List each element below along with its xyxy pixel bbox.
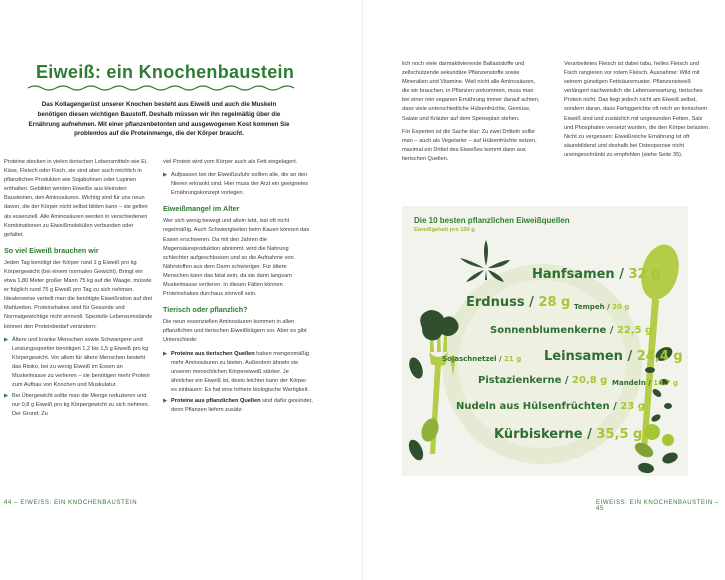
bullet-triangle-icon: ▶	[4, 393, 9, 400]
paragraph: Proteine stecken in vielen tierischen Lebensmitteln wie Ei, Käse, Fleisch oder Fisch, sie sind aber auch reichlich in pflanzlichen Produkten wie Sojabohnen oder Lupinen enthalten. Gebildet werden Eiweiße aus kleinsten Bausteinen, den Aminosäuren. Wichtig sind für uns neun davon, die der Körper nicht selbst bilden kann – sie gelten als essenziell. Alle Aminosäuren werden in verschiedenen Kombinationen zu Eiweißmolekülen verbunden oder gefaltet.	[4, 159, 148, 238]
paragraph: lich noch viele darmaktivierende Ballaststoffe und zellschützende sekundäre Pflanzenstoffe sowie Mineralien und Vitamine. Weil nicht alle Aminosäuren, die wir brauchen, in Pflanzen vorkommen, muss man bei einer rein veganen Ernährung immer darauf achten, dass viele unterschiedliche Hülsenfrüchte, Gemüse, Salate und Kräuter auf dem Speiseplan stehen.	[402, 61, 540, 122]
bullet-item: ▶ Proteine aus tierischen Quellen haben mengenmäßig mehr Aminosäuren zu bieten. Außerdem ähneln sie unseren menschlichen Körpereiweiß stärker. Je ähnlicher ein Eiweiß ist, desto leichter kann der Körper es einbauen: Es hat eine höhere biologische Wertigkeit.	[163, 350, 310, 393]
food-item-kuerbiskerne: Kürbiskerne / 35,5 g	[494, 427, 643, 442]
bullet-triangle-icon: ▶	[163, 397, 168, 404]
paragraph: Jeden Tag benötigt der Körper rund 1 g Eiweiß pro kg Körpergewicht (bei einem normalen Gewicht). Bringt ein etwa 1,80 Meter großer Mann 75 kg auf die Waage, müsste er folglich rund 75 g Eiweiß pro Tag zu sich nehmen. Idealerweise verteilt man die benötigte Eiweißration auf drei Mahlzeiten. Proteinshakes sind für Gesunde und Normalgewichtige nicht sinnvoll. Spezielle Lebensumstände können den Proteinbedarf verändern:	[4, 259, 153, 330]
paragraph: viel Protein wird vom Körper auch als Fett eingelagert.	[163, 159, 298, 165]
page-footer-right: EIWEISS: EIN KNOCHENBAUSTEIN – 45	[596, 500, 720, 512]
bullet-item: ▶ Ältere und kranke Menschen sowie Schwangere und Leistungssportler benötigen 1,2 bis 1,5 g Eiweiß pro kg Körpergewicht. Vor allem für ältere Menschen besteht das Risiko, bei zu wenig Eiweiß im Essen an Muskelmasse zu verlieren – sie benötigen mehr Protein zum Aufbau von Knochen und Muskulatur.	[4, 336, 150, 389]
right-column-1	[402, 60, 540, 168]
bullet-item: ▶ Proteine aus pflanzlichen Quellen sind dafür gesünder, denn Pflanzen liefern zusätz-	[163, 397, 313, 414]
food-item-mandeln: Mandeln / 18,7 g	[612, 379, 678, 387]
section-heading: So viel Eiweiß brauchen wir	[4, 245, 99, 255]
food-item-leinsamen: Leinsamen / 24,4 g	[544, 349, 683, 364]
paragraph: Die neun essenziellen Aminosäuren kommen in allen pflanzlichen und tierischen Eiweißträgern vor. Aber es gibt Unterschiede:	[163, 319, 307, 344]
bullet-triangle-icon: ▶	[163, 172, 168, 179]
page-title: Eiweiß: ein Knochenbaustein	[36, 62, 295, 82]
seed-icon	[651, 387, 663, 398]
right-column-2	[564, 60, 710, 164]
left-column-1	[4, 158, 154, 421]
seed-icon	[650, 413, 662, 423]
food-item-sojaschnetzel: Sojaschnetzel / 21 g	[442, 355, 522, 363]
intro-paragraph: Das Kollagengerüst unserer Knochen besteht aus Eiweiß und auch die Muskeln benötigen diesen wichtigen Baustoff. Deshalb müssen wir ihn regelmäßig über die Ernährung aufnehmen. Mit einer pflanzenbetonten und ausgewogenen Kost kommen Sie problemlos auf die Proteinmenge, die der Körper braucht.	[28, 101, 290, 138]
page-gutter	[362, 0, 363, 580]
paragraph: Wer sich wenig bewegt und allein lebt, isst oft nicht regelmäßig. Auch Schwierigkeiten beim Kauen können das Essen erschweren. Da mit den Jahren die Magensäureproduktion abnimmt, wird die Nahrung schlechter aufgeschlossen und so die Aufnahme von Nährstoffen aus dem Darm schwieriger. Für ältere Menschen kann das fatal sein, da sie dann langsam Muskelmasse verlieren. In diesen Fällen können Proteinshakes durchaus sinnvoll sein.	[163, 218, 310, 298]
infobox-title: Die 10 besten pflanzlichen Eiweißquellen	[414, 216, 570, 225]
pistachio-icon	[418, 416, 441, 444]
pea-icon	[644, 424, 660, 440]
bullet-item: ▶ Aufpassen bei der Eiweißzufuhr sollten alle, die an den Nieren erkrankt sind. Hier muss der Arzt ein geeignetes Ernährungskonzept vorlegen.	[163, 172, 309, 197]
left-column-2	[163, 158, 313, 417]
food-item-nudeln-aus-huelsenfruechten: Nudeln aus Hülsenfrüchten / 23 g	[456, 401, 645, 412]
bean-icon	[661, 451, 679, 466]
section-heading: Tierisch oder pflanzlich?	[163, 305, 248, 315]
food-item-tempeh: Tempeh / 20 g	[574, 303, 630, 311]
infobox-subtitle: Eiweißgehalt pro 100 g	[414, 227, 475, 233]
pumpkin-seed-icon	[406, 437, 426, 462]
food-item-pistazienkerne: Pistazienkerne / 20,8 g	[478, 375, 608, 386]
title-underline-squiggle	[28, 84, 298, 92]
bullet-triangle-icon: ▶	[163, 350, 168, 357]
food-item-erdnuss: Erdnuss / 28 g	[466, 295, 571, 310]
seed-icon	[664, 403, 672, 409]
bullet-item: ▶ Bei Übergewicht sollte man die Menge reduzieren und nur 0,8 g Eiweiß pro kg Körpergewicht zu sich nehmen. Der Grund: Zu	[4, 393, 150, 418]
protein-sources-infobox	[402, 206, 688, 476]
almond-icon	[407, 356, 426, 381]
food-item-hanfsamen: Hanfsamen / 32 g	[532, 267, 661, 282]
paragraph: Verarbeitetes Fleisch ist dabei tabu, helles Fleisch und Fisch rangieren vor rotem Fleisch. Ausnahme: Wild mit seinem günstigen Fettsäuremuster. Pflanzeneiweiß verlängert nachweislich die Lebenserwartung, tierisches Protein nicht. Das liegt jedoch nicht am Eiweiß selbst, sondern daran, dass Fertiggerichte oft reich an tierischem Eiweiß sind und zusätzlich mit ungesunden Fetten, Salz und Phosphaten versetzt wurden, die den Körper belasten. Nicht zu vergessen: Eiweißreiche Ernährung ist oft säurebildend und deshalb bei Osteoporose nicht uneingeschränkt zu empfehlen (siehe Seite 35).	[564, 61, 710, 158]
bullet-triangle-icon: ▶	[4, 336, 9, 343]
paragraph: Für Experten ist die Sache klar: Zu zwei Dritteln sollte man – auch als Vegetarier – auf Hülsenfrüchte setzen, maximal ein Drittel des Eiweißes kommt dann aus tierischen Quellen.	[402, 128, 537, 162]
bean-icon	[637, 462, 654, 475]
seed-icon	[645, 367, 655, 373]
section-heading: Eiweißmangel im Alter	[163, 204, 240, 214]
food-item-sonnenblumenkerne: Sonnenblumenkerne / 22,5 g	[490, 325, 653, 336]
page-footer-left: 44 – EIWEISS: EIN KNOCHENBAUSTEIN	[4, 500, 138, 506]
pea-icon	[662, 434, 674, 446]
